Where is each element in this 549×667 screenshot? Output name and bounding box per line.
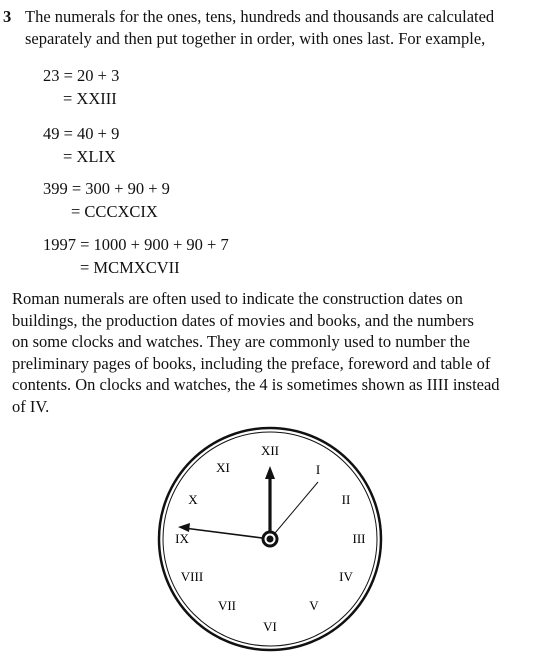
roman-numeral-clock <box>150 424 390 662</box>
example-3-line2: = CCCXCIX <box>71 202 158 221</box>
example-2-line2: = XLIX <box>63 147 116 166</box>
example-1-line2: = XXIII <box>63 89 117 108</box>
numeral-iii: III <box>352 531 366 546</box>
example-1-line1: 23 = 20 + 3 <box>43 66 120 85</box>
minute-hand <box>184 528 270 539</box>
numeral-vi: VI <box>263 619 277 634</box>
numeral-ii: II <box>341 492 351 507</box>
paragraph-line: of IV. <box>12 396 50 416</box>
numeral-v: V <box>309 598 319 613</box>
section-number: 3 <box>3 7 12 26</box>
paragraph-line: preliminary pages of books, including the preface, foreword and table of <box>12 353 491 373</box>
numeral-i: I <box>315 462 321 477</box>
example-4-line2: = MCMXCVII <box>80 258 180 277</box>
paragraph-line: Roman numerals are often used to indicate the construction dates on <box>12 289 463 308</box>
paragraph-line: buildings, the production dates of movies and books, and the numbers <box>12 310 474 330</box>
second-hand <box>270 482 318 539</box>
numeral-iv: IV <box>339 569 353 584</box>
example-3-line1: 399 = 300 + 90 + 9 <box>43 179 170 198</box>
numeral-x: X <box>188 492 198 507</box>
body-paragraph <box>12 288 544 418</box>
numeral-xii: XII <box>260 443 280 458</box>
paragraph-line: on some clocks and watches. They are commonly used to number the <box>12 332 470 352</box>
example-2-line1: 49 = 40 + 9 <box>43 124 120 143</box>
hour-hand-tip <box>265 466 275 479</box>
example-4-line1: 1997 = 1000 + 900 + 90 + 7 <box>43 235 229 254</box>
numeral-vii: VII <box>217 598 237 613</box>
intro-line: separately and then put together in order, with ones last. For example, <box>25 29 486 48</box>
center-hub-pin <box>267 536 274 543</box>
paragraph-line: contents. On clocks and watches, the 4 is sometimes shown as IIII instead <box>12 375 500 395</box>
numeral-ix: IX <box>175 531 189 546</box>
numeral-xi: XI <box>216 460 230 475</box>
intro-paragraph <box>25 6 545 50</box>
numeral-viii: VIII <box>180 569 204 584</box>
intro-line: The numerals for the ones, tens, hundreds and thousands are calculated <box>25 7 495 26</box>
